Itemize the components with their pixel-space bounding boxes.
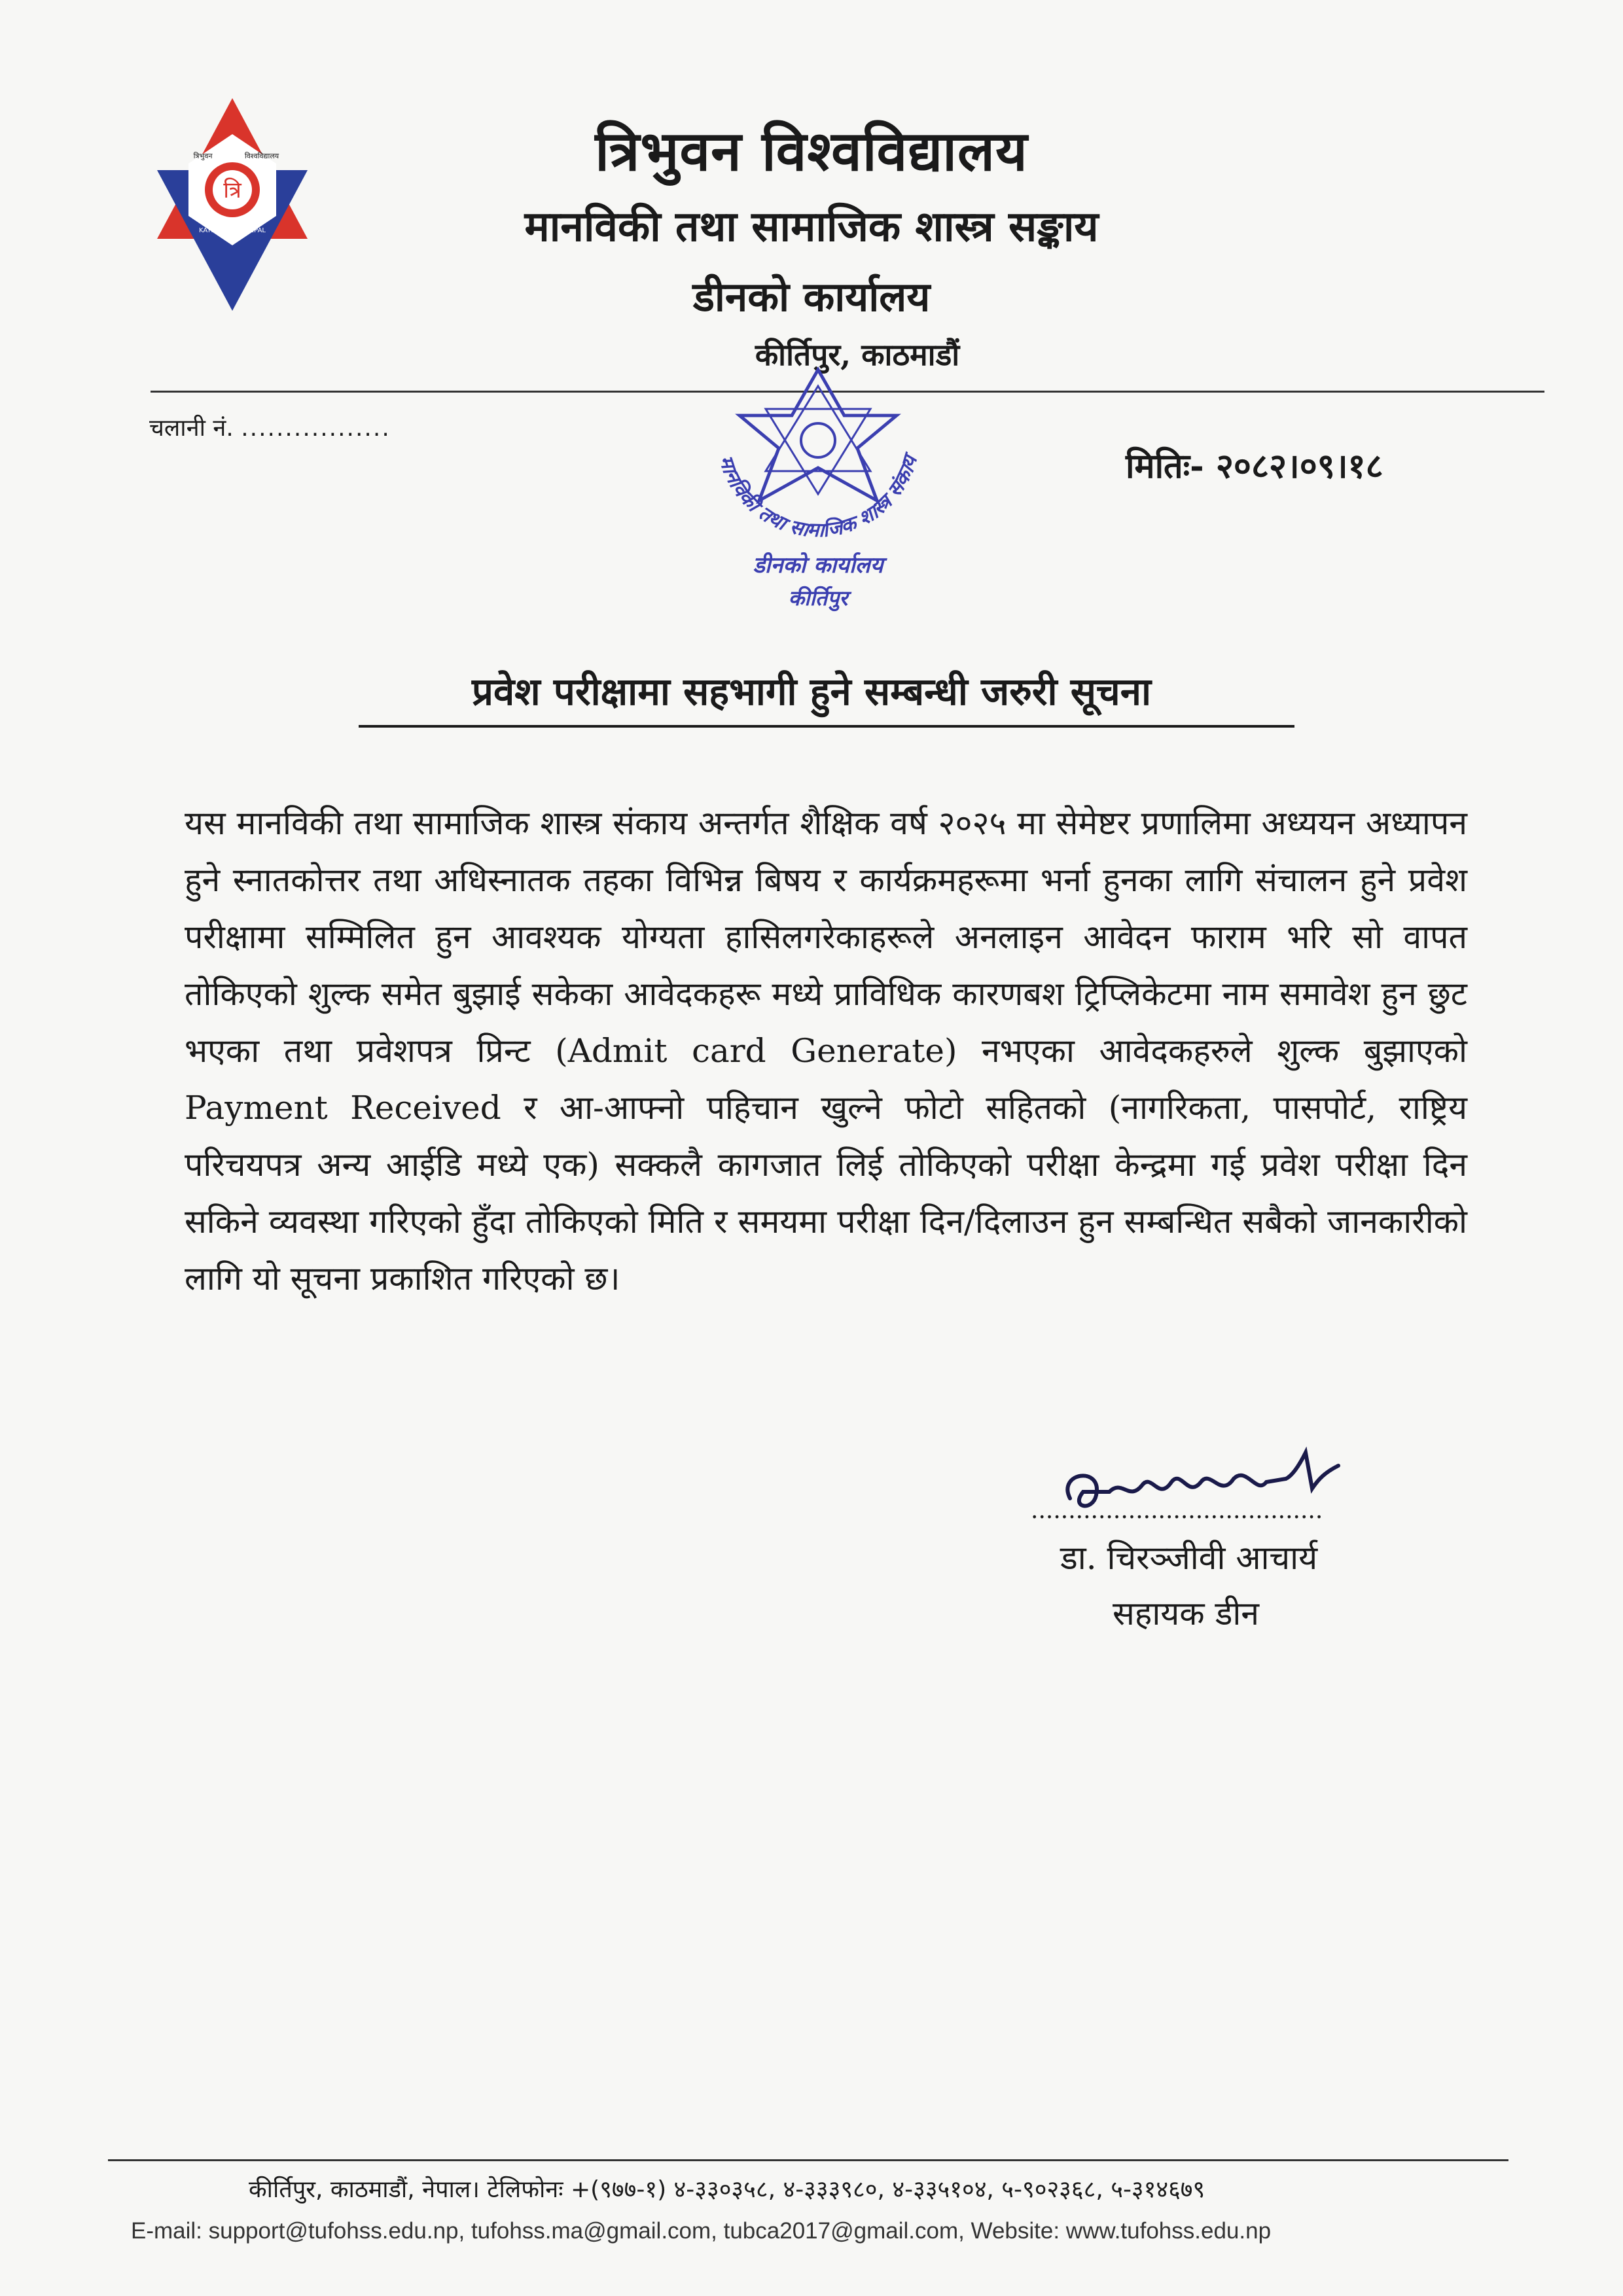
university-name: त्रिभुवन विश्वविद्यालय xyxy=(595,118,1028,183)
svg-text:विश्वविद्यालय: विश्वविद्यालय xyxy=(244,152,279,160)
signature-dots: ....................................... xyxy=(1031,1497,1323,1524)
dispatch-value: ................. xyxy=(241,415,391,442)
svg-text:मानविकी तथा सामाजिक शास्त्र सं xyxy=(714,449,923,542)
issue-date xyxy=(1126,442,1383,488)
svg-text:KATHMANDU, NEPAL: KATHMANDU, NEPAL xyxy=(198,227,266,234)
office-address: कीर्तिपुर, काठमाडौं xyxy=(755,337,960,372)
stamp-arc-text: मानविकी तथा सामाजिक शास्त्र संकाय xyxy=(713,453,922,542)
notice-title: प्रवेश परीक्षामा सहभागी हुने सम्बन्धी जरुरी सूचना xyxy=(472,669,1151,714)
office-stamp xyxy=(681,357,955,618)
stamp-place-text: कीर्तिपुर xyxy=(788,586,848,610)
footer-contact: E-mail: support@tufohss.edu.np, tufohss.ma@gmail.com, tubca2017@gmail.com, Website: www.tufohss.edu.np xyxy=(131,2218,1272,2244)
footer-address-phone: कीर्तिपुर, काठमाडौं, नेपाल। टेलिफोनः +(९७७-१) ४-३३०३५८, ४-३३३९८०, ४-३३५१०४, ५-९०२३६८, ५-३१४६७९ xyxy=(249,2176,1205,2203)
date-label: मितिः- xyxy=(1126,446,1204,486)
footer-divider xyxy=(108,2159,1508,2161)
svg-text:त्रि: त्रि xyxy=(223,177,241,203)
dispatch-number xyxy=(149,411,391,443)
svg-text:त्रिभुवन: त्रिभुवन xyxy=(193,152,213,160)
dispatch-label: चलानी नं. xyxy=(149,415,234,442)
office-name: डीनको कार्यालय xyxy=(692,273,931,321)
notice-body: यस मानविकी तथा सामाजिक शास्त्र संकाय अन्तर्गत शैक्षिक वर्ष २०२५ मा सेमेष्टर प्रणालिमा अध्ययन अध्यापन हुने स्नातकोत्तर तथा अधिस्नातक तहका विभिन्न बिषय र कार्यक्रमहरूमा भर्ना हुनका लागि संचालन हुने प्रवेश परीक्षामा सम्मिलित हुन आवश्यक योग्यता हासिलगरेकाहरूले अनलाइन आवेदन फाराम भरि सो वापत तोकिएको शुल्क समेत बुझाई सकेका आवेदकहरू मध्ये प्राविधिक कारणबश ट्रिप्लिकेटमा नाम समावेश हुन छुट भएका तथा प्रवेशपत्र प्रिन्ट (Admit card Generate) नभएका आवेदकहरुले शुल्क बुझाएको Payment Received र आ-आफ्नो पहिचान खुल्ने फोटो सहितको (नागरिकता, पासपोर्ट, राष्ट्रिय परिचयपत्र अन्य आईडि मध्ये एक) सक्कलै कागजात लिई तोकिएको परीक्षा केन्द्रमा गई प्रवेश परीक्षा दिन सकिने व्यवस्था गरिएको हुँदा तोकिएको मिति र समयमा परीक्षा दिन/दिलाउन हुन सम्बन्धित सबैको जानकारीको लागि यो सूचना प्रकाशित गरिएको छ। xyxy=(185,804,1467,1298)
signatory-title: सहायक डीन xyxy=(1113,1595,1260,1633)
notice-title-underline xyxy=(359,725,1294,728)
date-value: २०८२।०९।१८ xyxy=(1215,446,1383,486)
signature xyxy=(1031,1446,1450,1525)
faculty-name: मानविकी तथा सामाजिक शास्त्र सङ्काय xyxy=(524,202,1099,251)
signatory-name: डा. चिरञ्जीवी आचार्य xyxy=(1060,1539,1318,1577)
stamp-office-text: डीनको कार्यालय xyxy=(753,552,883,578)
